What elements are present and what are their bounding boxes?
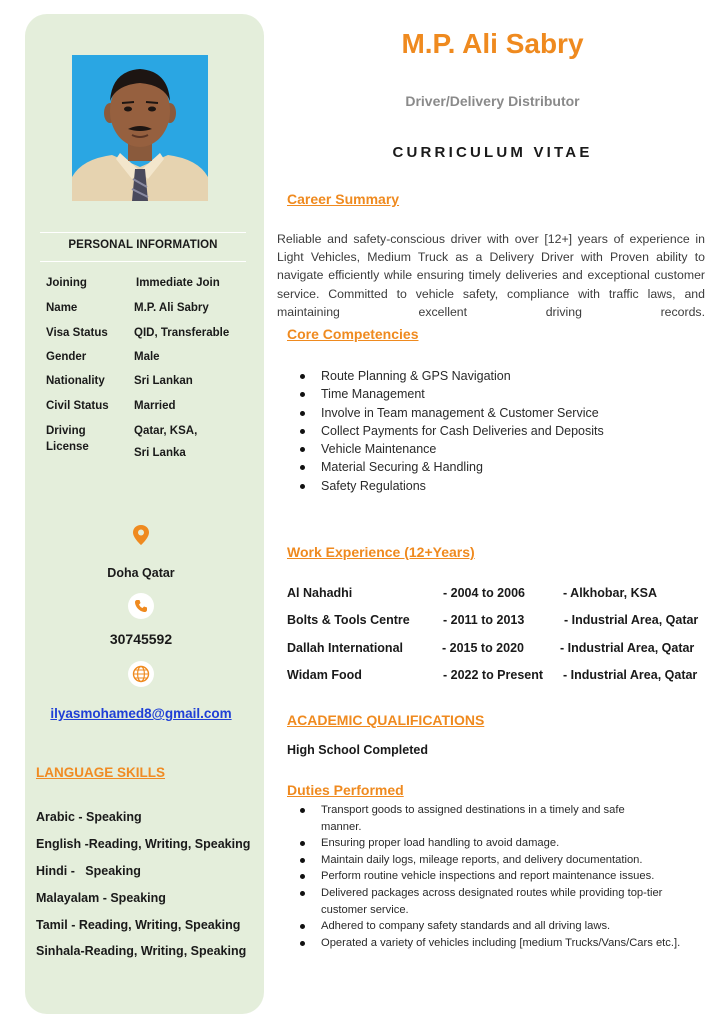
location-pin-icon bbox=[131, 524, 151, 546]
info-label: Name bbox=[46, 302, 78, 314]
info-label: Joining bbox=[46, 277, 87, 289]
info-value: Sri Lankan bbox=[134, 375, 193, 387]
work-period: - 2011 to 2013 bbox=[443, 613, 525, 627]
duties-title: Duties Performed bbox=[287, 782, 404, 798]
company-name: Al Nahadhi bbox=[287, 586, 353, 600]
list-item: Collect Payments for Cash Deliveries and Deposits bbox=[300, 422, 604, 440]
info-label: Visa Status bbox=[46, 327, 108, 339]
work-row bbox=[287, 668, 707, 686]
info-label: Civil Status bbox=[46, 400, 109, 412]
academic-title: ACADEMIC QUALIFICATIONS bbox=[287, 712, 485, 728]
list-item: Delivered packages across designated routes while providing top-tier customer service. bbox=[300, 885, 680, 918]
list-item: Perform routine vehicle inspections and report maintenance issues. bbox=[300, 868, 705, 885]
globe-icon bbox=[128, 661, 154, 687]
core-competencies-title: Core Competencies bbox=[287, 326, 419, 342]
company-name: Dallah International bbox=[287, 641, 403, 655]
info-value: Married bbox=[134, 400, 176, 412]
language-item: Sinhala-Reading, Writing, Speaking bbox=[36, 944, 247, 958]
divider bbox=[40, 261, 246, 262]
list-item: Adhered to company safety standards and all driving laws. bbox=[300, 918, 705, 935]
language-skills-title: LANGUAGE SKILLS bbox=[36, 765, 166, 780]
info-value: Qatar, KSA, Sri Lanka bbox=[134, 425, 198, 459]
list-item: Time Management bbox=[300, 385, 604, 403]
work-row bbox=[287, 641, 707, 659]
divider bbox=[40, 232, 246, 233]
language-item: English -Reading, Writing, Speaking bbox=[36, 837, 251, 851]
info-value: QID, Transferable bbox=[134, 327, 230, 339]
work-experience-title: Work Experience (12+Years) bbox=[287, 544, 475, 560]
info-value: Male bbox=[134, 351, 160, 363]
info-value: Immediate Join bbox=[136, 277, 220, 289]
personal-info-title: PERSONAL INFORMATION bbox=[68, 239, 218, 251]
list-item: Safety Regulations bbox=[300, 477, 604, 495]
info-value: M.P. Ali Sabry bbox=[134, 302, 209, 314]
list-item: Material Securing & Handling bbox=[300, 458, 604, 476]
job-title: Driver/Delivery Distributor bbox=[405, 93, 580, 109]
competency-list bbox=[300, 367, 604, 495]
work-location: - Industrial Area, Qatar bbox=[564, 613, 699, 627]
candidate-name: M.P. Ali Sabry bbox=[401, 28, 584, 59]
academic-text: High School Completed bbox=[287, 743, 428, 757]
email-row bbox=[25, 706, 257, 721]
company-name: Widam Food bbox=[287, 668, 362, 682]
list-item: Transport goods to assigned destinations in a timely and safe manner. bbox=[300, 802, 640, 835]
language-item: Arabic - Speaking bbox=[36, 810, 142, 824]
sidebar bbox=[25, 14, 264, 1014]
list-item: Operated a variety of vehicles including [medium Trucks/Vans/Cars etc.]. bbox=[300, 935, 690, 952]
language-item: Tamil - Reading, Writing, Speaking bbox=[36, 918, 241, 932]
list-item: Vehicle Maintenance bbox=[300, 440, 604, 458]
career-summary-title: Career Summary bbox=[287, 191, 400, 207]
phone-number: 30745592 bbox=[109, 631, 173, 647]
list-item: Ensuring proper load handling to avoid damage. bbox=[300, 835, 705, 852]
list-item: Route Planning & GPS Navigation bbox=[300, 367, 604, 385]
duties-list bbox=[300, 802, 705, 951]
info-label: Gender bbox=[46, 351, 87, 363]
document-title: CURRICULUM VITAE bbox=[392, 144, 593, 161]
company-name: Bolts & Tools Centre bbox=[287, 613, 410, 627]
work-period: - 2022 to Present bbox=[443, 668, 544, 682]
language-item: Hindi - Speaking bbox=[36, 864, 141, 878]
career-summary-text: Reliable and safety-conscious driver with over [12+] years of experience in Light Vehicles, Medium Truck as a Delivery Driver with Proven ability to navigate efficiently while ensuring timely deliveries and exceptional customer service. Committed to vehicle safety, compliance with traffic laws, and maintaining excellent driving records. bbox=[277, 232, 705, 319]
email-link[interactable]: ilyasmohamed8@gmail.com bbox=[50, 706, 232, 721]
info-label: Nationality bbox=[46, 375, 105, 387]
work-location: - Industrial Area, Qatar bbox=[563, 668, 698, 682]
work-row bbox=[287, 613, 707, 631]
work-row bbox=[287, 586, 707, 604]
info-label: Driving License bbox=[46, 425, 89, 453]
work-period: - 2015 to 2020 bbox=[442, 641, 524, 655]
location-text: Doha Qatar bbox=[107, 566, 175, 580]
work-location: - Industrial Area, Qatar bbox=[560, 641, 695, 655]
language-item: Malayalam - Speaking bbox=[36, 891, 166, 905]
work-period: - 2004 to 2006 bbox=[443, 586, 525, 600]
list-item: Maintain daily logs, mileage reports, and delivery documentation. bbox=[300, 852, 705, 869]
profile-photo bbox=[72, 55, 208, 201]
list-item: Involve in Team management & Customer Service bbox=[300, 404, 604, 422]
phone-icon bbox=[128, 593, 154, 619]
work-location: - Alkhobar, KSA bbox=[563, 586, 657, 600]
